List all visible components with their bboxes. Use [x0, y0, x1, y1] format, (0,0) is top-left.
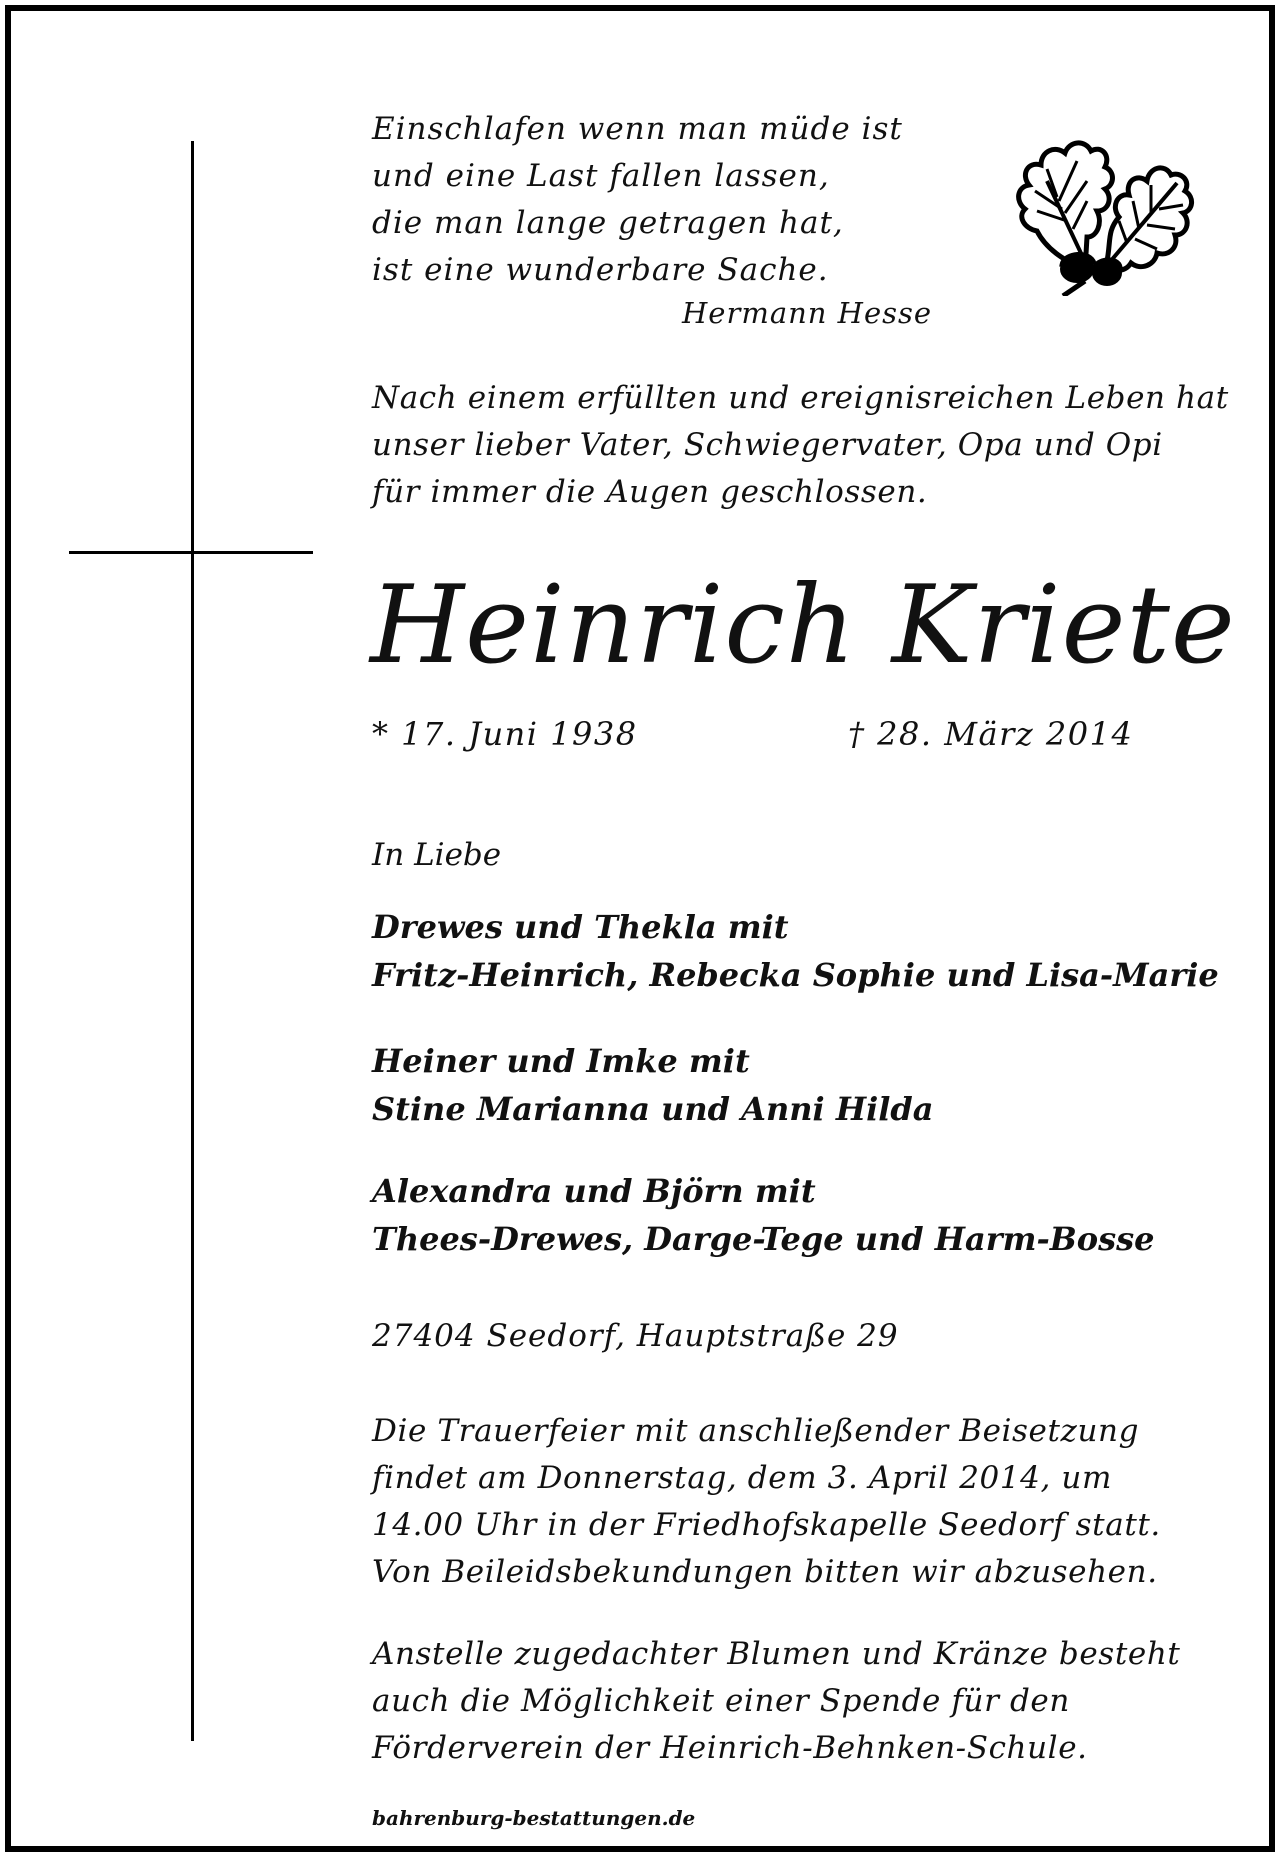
birth-date: * 17. Juni 1938	[372, 715, 638, 753]
intro-line: unser lieber Vater, Schwiegervater, Opa und Opi	[372, 427, 1163, 463]
cross-horizontal-bar	[69, 551, 313, 554]
quote-line: ist eine wunderbare Sache.	[372, 252, 829, 288]
in-love-label: In Liebe	[372, 837, 502, 873]
family-line: Fritz-Heinrich, Rebecka Sophie und Lisa-Marie	[372, 956, 1219, 994]
family-line: Alexandra und Björn mit	[372, 1172, 816, 1210]
family-line: Stine Marianna und Anni Hilda	[372, 1090, 934, 1128]
donation-line: Förderverein der Heinrich-Behnken-Schule.	[372, 1730, 1088, 1766]
address: 27404 Seedorf, Hauptstraße 29	[372, 1318, 899, 1354]
quote-author: Hermann Hesse	[682, 296, 933, 330]
funeral-home-website: bahrenburg-bestattungen.de	[372, 1806, 696, 1830]
quote-line: Einschlafen wenn man müde ist	[372, 111, 903, 147]
oak-leaves-acorn-icon	[1007, 121, 1197, 296]
quote-line: und eine Last fallen lassen,	[372, 158, 830, 194]
intro-line: für immer die Augen geschlossen.	[372, 474, 928, 510]
service-line: Von Beileidsbekundungen bitten wir abzusehen.	[372, 1554, 1158, 1590]
quote-line: die man lange getragen hat,	[372, 205, 844, 241]
intro-text	[372, 375, 1229, 516]
family-group	[372, 1167, 1155, 1263]
funeral-service-info	[372, 1408, 1161, 1596]
quote-block	[372, 106, 903, 294]
family-line: Heiner und Imke mit	[372, 1042, 750, 1080]
cross-vertical-bar	[191, 141, 194, 1741]
obituary-card	[5, 5, 1275, 1852]
deceased-name: Heinrich Kriete	[370, 563, 1236, 688]
donation-info	[372, 1631, 1180, 1772]
family-line: Drewes und Thekla mit	[372, 908, 789, 946]
family-group	[372, 1037, 933, 1133]
donation-line: auch die Möglichkeit einer Spende für den	[372, 1683, 1070, 1719]
family-line: Thees-Drewes, Darge-Tege und Harm-Bosse	[372, 1220, 1155, 1258]
service-line: findet am Donnerstag, dem 3. April 2014, um	[372, 1460, 1112, 1496]
death-date: † 28. März 2014	[848, 715, 1134, 753]
service-line: 14.00 Uhr in der Friedhofskapelle Seedorf statt.	[372, 1507, 1161, 1543]
family-group	[372, 903, 1219, 999]
donation-line: Anstelle zugedachter Blumen und Kränze besteht	[372, 1636, 1181, 1672]
intro-line: Nach einem erfüllten und ereignisreichen Leben hat	[372, 380, 1229, 416]
service-line: Die Trauerfeier mit anschließender Beisetzung	[372, 1413, 1140, 1449]
